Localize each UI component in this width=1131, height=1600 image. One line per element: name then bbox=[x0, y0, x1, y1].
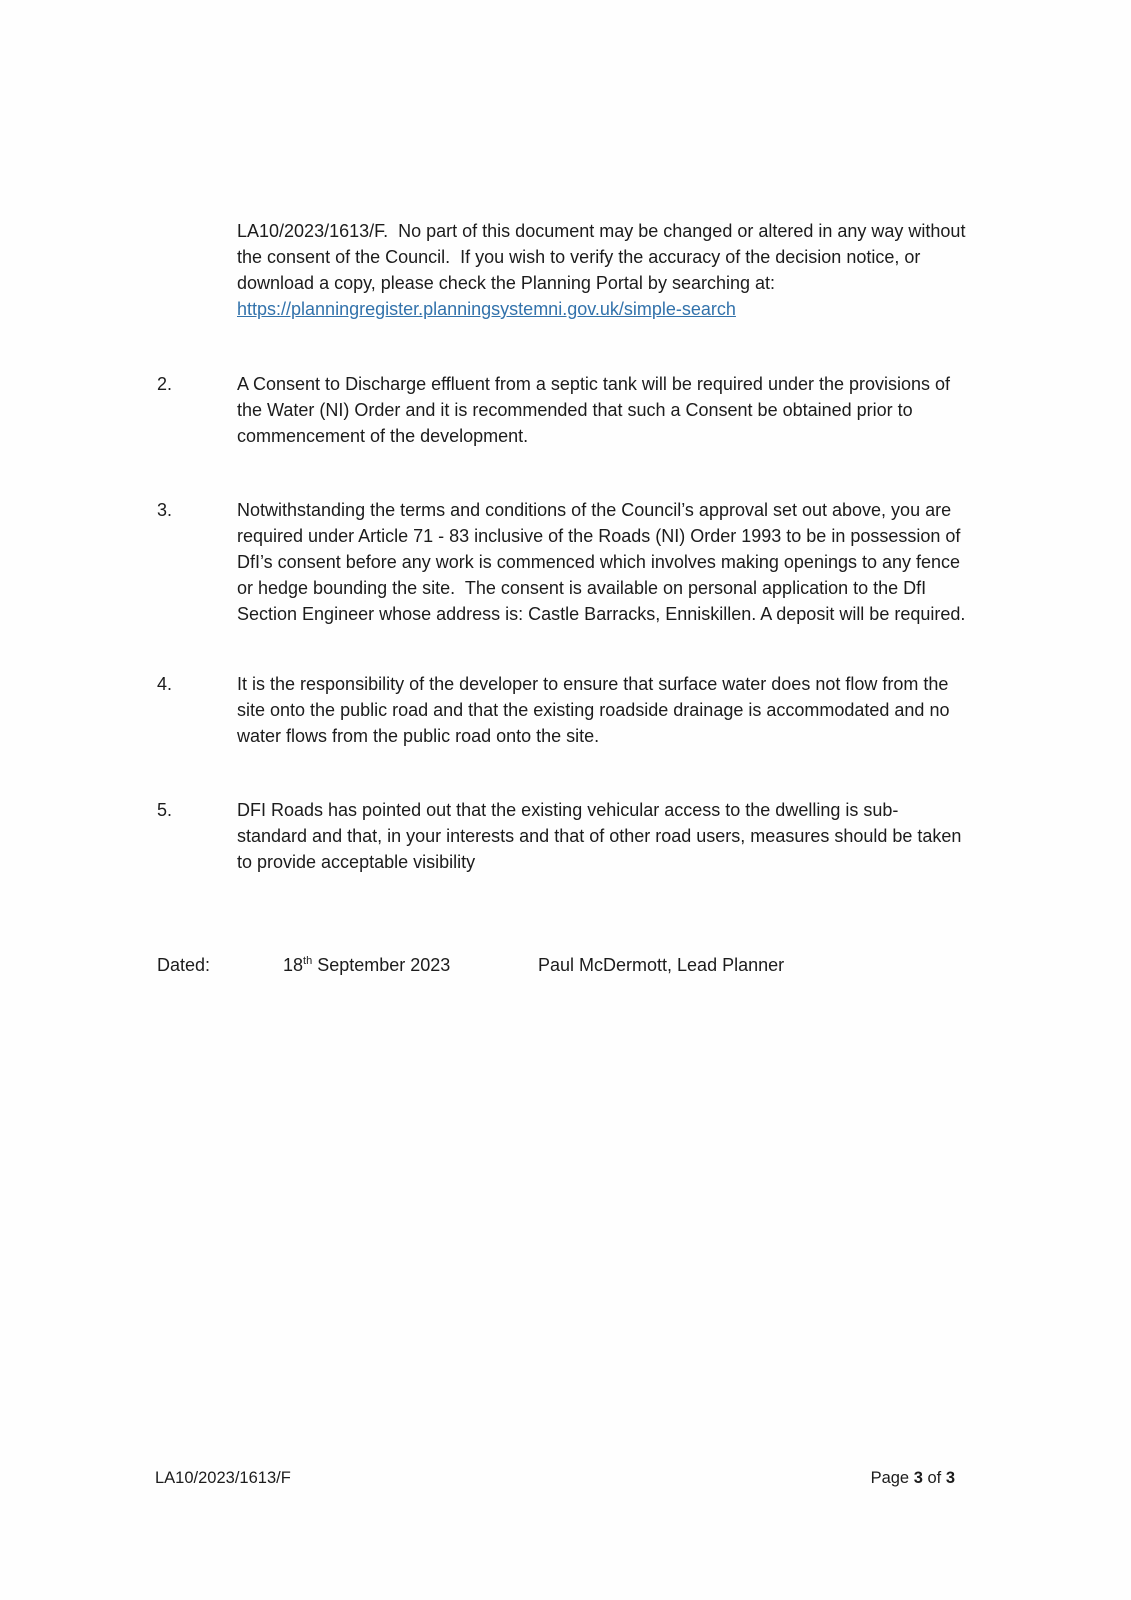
page-number: 3 bbox=[913, 1469, 923, 1487]
date-day: 18 bbox=[283, 955, 304, 975]
condition-item-5 bbox=[0, 797, 1131, 875]
condition-text: DFI Roads has pointed out that the existing vehicular access to the dwelling is sub-standard and that, in your interests and that of other road users, measures should be taken to provide acceptable visibility bbox=[237, 800, 967, 872]
condition-item-3 bbox=[0, 497, 1131, 627]
intro-text: LA10/2023/1613/F. No part of this document may be changed or altered in any way without the consent of the Council. If you wish to verify the accuracy of the decision notice, or download a copy, please check the Planning Portal by searching at: bbox=[237, 221, 971, 293]
condition-number: 4. bbox=[157, 674, 173, 694]
condition-text: Notwithstanding the terms and conditions of the Council’s approval set out above, you are required under Article 71 - 83 inclusive of the Roads (NI) Order 1993 to be in possession of DfI’s consent before any work is commenced which involves making openings to any fence or hedge bounding the site. The consent is available on personal application to the DfI Section Engineer whose address is: Castle Barracks, Enniskillen. A deposit will be required. bbox=[237, 500, 966, 624]
date-rest: September 2023 bbox=[312, 955, 451, 975]
condition-item-4 bbox=[0, 671, 1131, 749]
intro-paragraph bbox=[237, 218, 971, 322]
condition-number: 2. bbox=[157, 374, 173, 394]
signatory-name: Paul McDermott, Lead Planner bbox=[538, 955, 785, 975]
condition-number: 5. bbox=[157, 800, 173, 820]
page-footer bbox=[155, 1466, 955, 1490]
footer-page-indicator: Page 3 of 3 bbox=[870, 1469, 955, 1487]
conditions-list bbox=[0, 371, 1131, 875]
condition-text: A Consent to Discharge effluent from a septic tank will be required under the provisions of the Water (NI) Order and it is recommended that such a Consent be obtained prior to commencement of the development. bbox=[237, 374, 956, 446]
condition-text: It is the responsibility of the developer to ensure that surface water does not flow from the site onto the public road and that the existing roadside drainage is accommodated and no water flows from the public road onto the site. bbox=[237, 674, 955, 746]
footer-reference: LA10/2023/1613/F bbox=[155, 1469, 291, 1487]
dated-row bbox=[157, 952, 1131, 978]
planning-portal-link[interactable]: https://planningregister.planningsystemni.gov.uk/simple-search bbox=[237, 299, 736, 319]
dated-label: Dated: bbox=[157, 955, 211, 975]
page-total: 3 bbox=[945, 1469, 955, 1487]
condition-number: 3. bbox=[157, 500, 173, 520]
condition-item-2 bbox=[0, 371, 1131, 449]
dated-date bbox=[283, 952, 538, 978]
date-ordinal: th bbox=[303, 955, 313, 967]
